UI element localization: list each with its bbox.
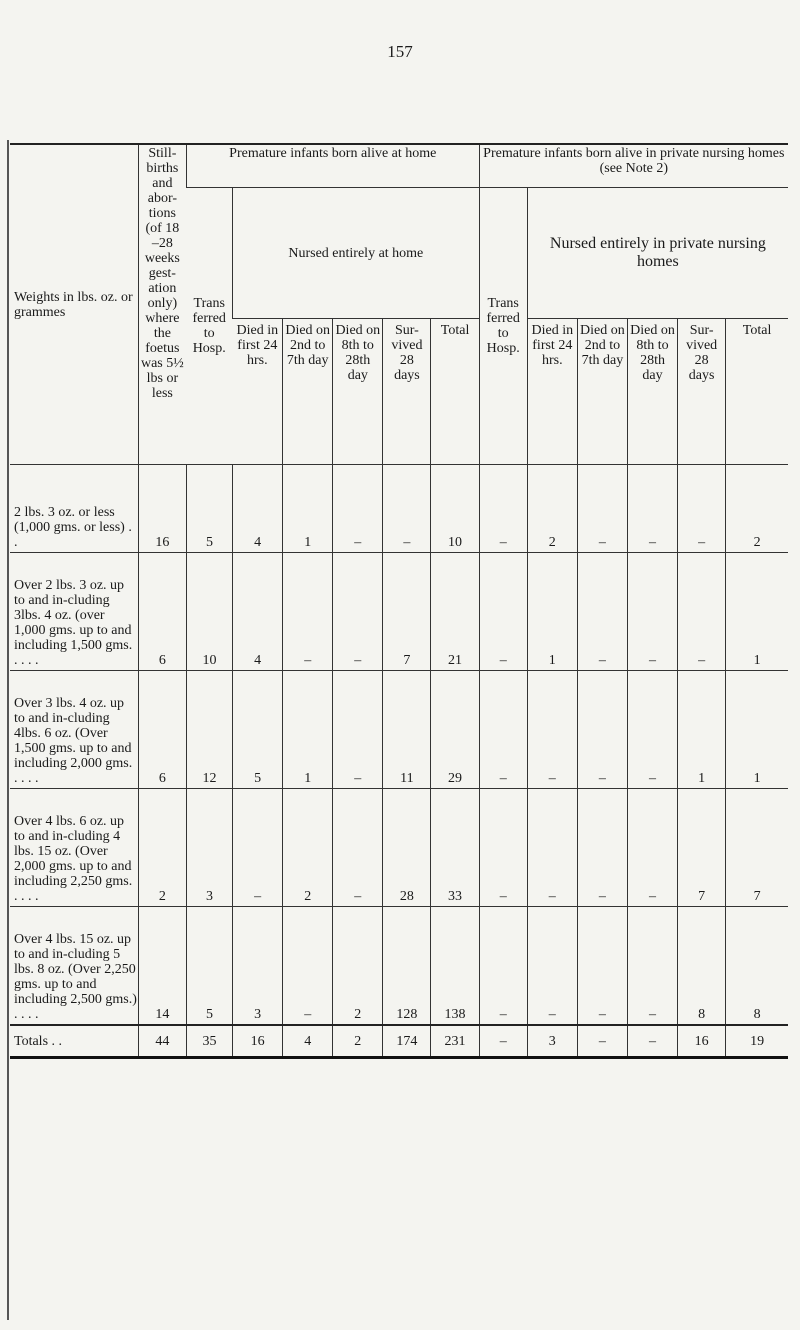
private-died-2-7-header: Died on 2nd to 7th day xyxy=(577,319,627,465)
total-cell: 19 xyxy=(726,1025,788,1058)
table-cell: 4 xyxy=(233,553,283,671)
table-cell: 2 xyxy=(726,465,788,553)
private-nursed-header: Nursed entirely in private nursing homes xyxy=(527,188,788,319)
table-cell: – xyxy=(383,465,431,553)
table-cell: 8 xyxy=(726,907,788,1026)
stillbirths-header: Still-births and abor-tions (of 18 –28 weeks gest-ation only) where the foetus was 5½ lbs or less xyxy=(138,144,186,465)
table-cell: – xyxy=(627,465,677,553)
table-cell: – xyxy=(527,671,577,789)
table-cell: 11 xyxy=(383,671,431,789)
table-cell: – xyxy=(577,671,627,789)
table-cell: 7 xyxy=(726,789,788,907)
table-cell: 5 xyxy=(186,465,232,553)
table-cell: 3 xyxy=(186,789,232,907)
left-margin-rule xyxy=(7,140,9,1320)
table-cell: – xyxy=(333,789,383,907)
home-nursed-header: Nursed entirely at home xyxy=(233,188,480,319)
private-transferred-header: Trans ferred to Hosp. xyxy=(479,188,527,465)
table-cell: 28 xyxy=(383,789,431,907)
table-cell: 5 xyxy=(233,671,283,789)
weights-header: Weights in lbs. oz. or grammes xyxy=(10,144,138,465)
table-cell: 1 xyxy=(726,671,788,789)
home-total-header: Total xyxy=(431,319,479,465)
table-cell: – xyxy=(479,907,527,1026)
total-cell: 16 xyxy=(678,1025,726,1058)
home-survived-header: Sur-vived 28 days xyxy=(383,319,431,465)
table-row xyxy=(10,465,788,553)
private-survived-header: Sur-vived 28 days xyxy=(678,319,726,465)
table-cell: – xyxy=(333,671,383,789)
table-body xyxy=(10,465,788,1058)
table-cell: – xyxy=(627,907,677,1026)
table-row xyxy=(10,553,788,671)
table-cell: 3 xyxy=(233,907,283,1026)
table-cell: – xyxy=(479,789,527,907)
table-cell: 6 xyxy=(138,671,186,789)
home-group-header: Premature infants born alive at home xyxy=(186,144,479,188)
table-cell: 2 xyxy=(333,907,383,1026)
table-cell: 21 xyxy=(431,553,479,671)
table-cell: 14 xyxy=(138,907,186,1026)
private-died-8-28-header: Died on 8th to 28th day xyxy=(627,319,677,465)
table-cell: – xyxy=(627,789,677,907)
table-cell: 7 xyxy=(678,789,726,907)
weight-label: Over 4 lbs. 6 oz. up to and in-cluding 4 lbs. 15 oz. (Over 2,000 gms. up to and including 2,250 gms. . . . . xyxy=(10,789,138,907)
total-cell: – xyxy=(577,1025,627,1058)
table-cell: – xyxy=(479,553,527,671)
home-died-8-28-header: Died on 8th to 28th day xyxy=(333,319,383,465)
totals-label: Totals . . xyxy=(10,1025,138,1058)
table-row xyxy=(10,671,788,789)
table-cell: – xyxy=(479,671,527,789)
table-cell: 7 xyxy=(383,553,431,671)
table-cell: 2 xyxy=(283,789,333,907)
table-cell: 10 xyxy=(431,465,479,553)
table-cell: – xyxy=(479,465,527,553)
total-cell: 4 xyxy=(283,1025,333,1058)
table-cell: – xyxy=(233,789,283,907)
table-cell: – xyxy=(678,465,726,553)
table-cell: – xyxy=(527,789,577,907)
table-cell: 5 xyxy=(186,907,232,1026)
table-cell: 2 xyxy=(527,465,577,553)
table-cell: 29 xyxy=(431,671,479,789)
total-cell: 174 xyxy=(383,1025,431,1058)
weight-label: Over 3 lbs. 4 oz. up to and in-cluding 4lbs. 6 oz. (Over 1,500 gms. up to and including 2,000 gms. . . . . xyxy=(10,671,138,789)
table-cell: 128 xyxy=(383,907,431,1026)
table-row xyxy=(10,789,788,907)
table-cell: 1 xyxy=(283,671,333,789)
total-cell: 231 xyxy=(431,1025,479,1058)
table-cell: – xyxy=(527,907,577,1026)
weight-label: Over 4 lbs. 15 oz. up to and in-cluding 5 lbs. 8 oz. (Over 2,250 gms. up to and including 2,500 gms.) . . . . xyxy=(10,907,138,1026)
total-cell: – xyxy=(479,1025,527,1058)
private-group-header: Premature infants born alive in private nursing homes (see Note 2) xyxy=(479,144,788,188)
table-cell: 138 xyxy=(431,907,479,1026)
table-cell: – xyxy=(283,907,333,1026)
total-cell: 35 xyxy=(186,1025,232,1058)
table-cell: – xyxy=(577,553,627,671)
table-cell: 1 xyxy=(527,553,577,671)
total-cell: 44 xyxy=(138,1025,186,1058)
weight-label: 2 lbs. 3 oz. or less (1,000 gms. or less) . . xyxy=(10,465,138,553)
table-cell: 1 xyxy=(726,553,788,671)
table-cell: 12 xyxy=(186,671,232,789)
home-died-2-7-header: Died on 2nd to 7th day xyxy=(283,319,333,465)
home-died-24h-header: Died in first 24 hrs. xyxy=(236,323,279,368)
table-cell: – xyxy=(333,465,383,553)
table-cell: 10 xyxy=(186,553,232,671)
table-cell: – xyxy=(577,907,627,1026)
table-row xyxy=(10,907,788,1026)
private-total-header: Total xyxy=(726,319,788,465)
total-cell: 3 xyxy=(527,1025,577,1058)
total-cell: – xyxy=(627,1025,677,1058)
table-cell: 1 xyxy=(678,671,726,789)
home-transferred-header: Trans ferred to Hosp. xyxy=(186,188,232,465)
total-cell: 2 xyxy=(333,1025,383,1058)
table-cell: 2 xyxy=(138,789,186,907)
page-number: 157 xyxy=(387,42,413,61)
private-died-24h-header: Died in first 24 hrs. xyxy=(527,319,577,465)
table-cell: – xyxy=(283,553,333,671)
table-cell: – xyxy=(627,671,677,789)
table-cell: 1 xyxy=(283,465,333,553)
weight-label: Over 2 lbs. 3 oz. up to and in-cluding 3lbs. 4 oz. (over 1,000 gms. up to and including 1,500 gms. . . . . xyxy=(10,553,138,671)
table-cell: – xyxy=(577,789,627,907)
table-cell: 16 xyxy=(138,465,186,553)
table-cell: 33 xyxy=(431,789,479,907)
table-cell: 6 xyxy=(138,553,186,671)
table-cell: – xyxy=(678,553,726,671)
table-cell: 8 xyxy=(678,907,726,1026)
total-cell: 16 xyxy=(233,1025,283,1058)
table-cell: – xyxy=(577,465,627,553)
table-cell: – xyxy=(333,553,383,671)
totals-row xyxy=(10,1025,788,1058)
premature-infants-table xyxy=(10,143,788,1059)
table-cell: – xyxy=(627,553,677,671)
table-cell: 4 xyxy=(233,465,283,553)
